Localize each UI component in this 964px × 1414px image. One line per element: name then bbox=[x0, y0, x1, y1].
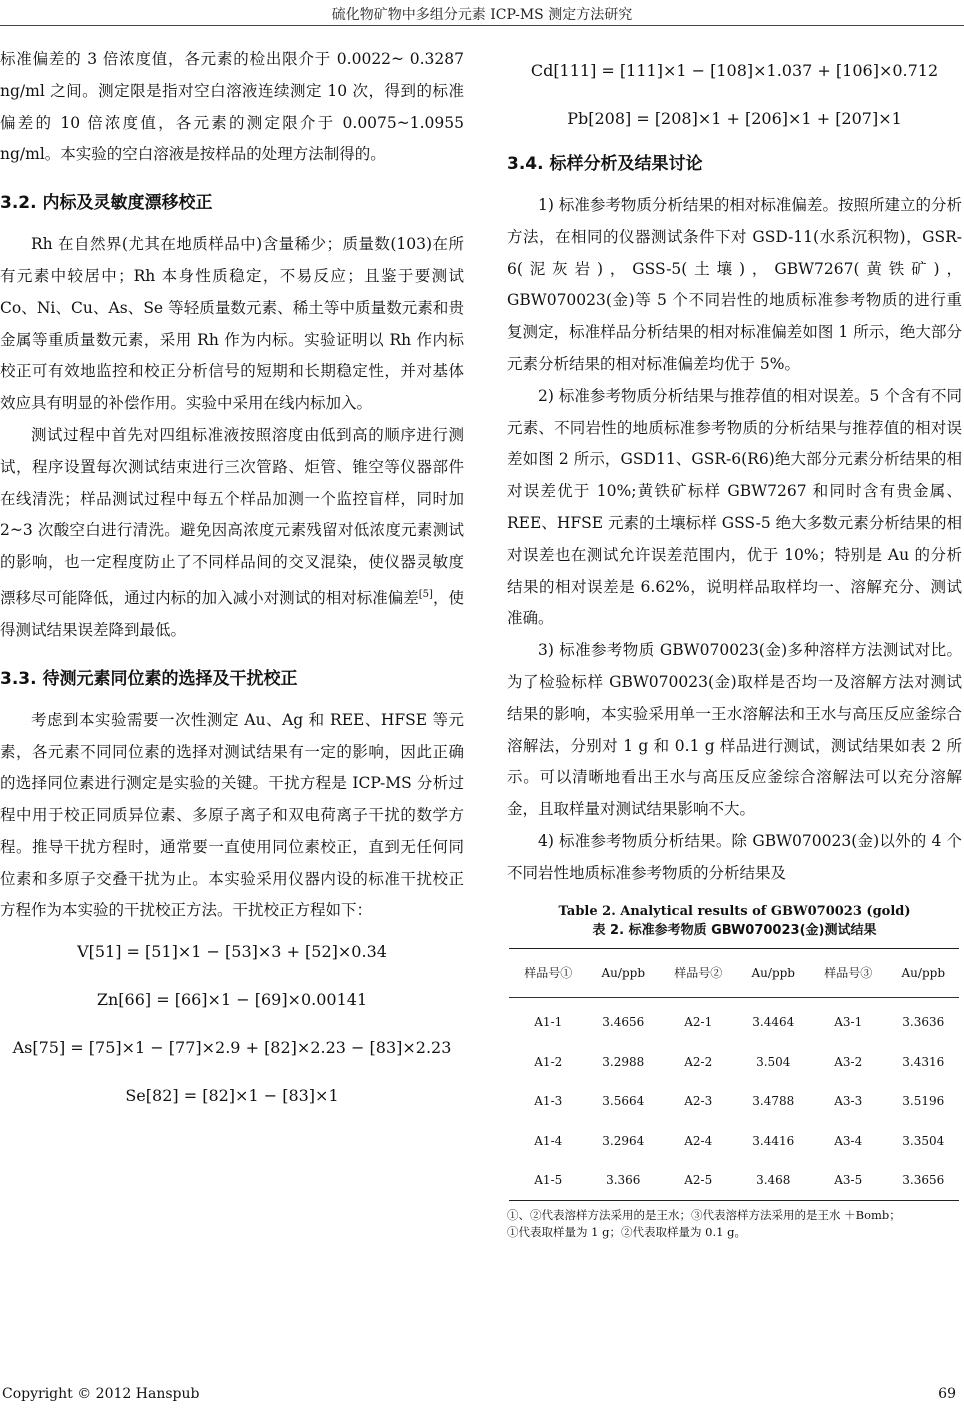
header-sample-1: 样品号① bbox=[509, 948, 588, 997]
header-au-2: Au/ppb bbox=[738, 948, 809, 997]
table-row bbox=[509, 1121, 959, 1161]
equation-pb208: Pb[208] = [208]×1 + [206]×1 + [207]×1 bbox=[567, 109, 902, 128]
table-cell: A2-4 bbox=[684, 1133, 713, 1148]
table-cell: A2-1 bbox=[684, 1015, 713, 1030]
table-cell: A3-5 bbox=[834, 1173, 863, 1188]
equation-as75: As[75] = [75]×1 − [77]×2.9 + [82]×2.23 − [83]×2.23 bbox=[12, 1038, 452, 1058]
table-cell: 3.366 bbox=[606, 1173, 641, 1188]
table-cell: A1-5 bbox=[534, 1173, 563, 1188]
table-cell: 3.4788 bbox=[752, 1094, 795, 1109]
table-cell: A1-2 bbox=[534, 1054, 563, 1069]
paragraph-text-end: ，使得测试结果误差降到最低。 bbox=[0, 589, 464, 639]
table-row bbox=[509, 1042, 959, 1082]
table-cell: 3.5196 bbox=[902, 1094, 945, 1109]
table-cell: 3.4464 bbox=[752, 1015, 795, 1030]
equation-se82: Se[82] = [82]×1 − [83]×1 bbox=[125, 1086, 339, 1106]
table-row bbox=[509, 1082, 959, 1122]
table-cell: 3.468 bbox=[756, 1173, 791, 1188]
paragraph-detection-limit: 标准偏差的 3 倍浓度值，各元素的检出限介于 0.0022~ 0.3287 ng/ml 之间。测定限是指对空白溶液连续测定 10 次，得到的标准偏差的 10 倍浓度值，各元素的测定限介于 0.0075~1.0955 ng/ml。本实验的空白溶液是按样品的处理方法制得的。 bbox=[0, 50, 464, 164]
table-caption-english: Table 2. Analytical results of GBW070023 (gold) bbox=[558, 903, 911, 919]
results-table bbox=[509, 948, 959, 1202]
table-cell: 3.5664 bbox=[602, 1094, 645, 1109]
table-cell: A3-1 bbox=[834, 1015, 863, 1030]
section-heading-3-4: 3.4. 标样分析及结果讨论 bbox=[507, 154, 703, 174]
table-cell: 3.3656 bbox=[902, 1173, 945, 1188]
paragraph-text: 测试过程中首先对四组标准液按照溶度由低到高的顺序进行测试，程序设置每次测试结束进行三次管路、炬管、锥空等仪器部件在线清洗；样品测试过程中每五个样品加测一个监控盲样，同时加 2~3 次酸空白进行清洗。避免因高浓度元素残留对低浓度元素测试的影响，也一定程度防止了不同样品间的交叉混染，使仪器灵敏度漂移尽可能降低，通过内标的加入减小对测试的相对标准偏差 bbox=[0, 425, 464, 608]
header-divider bbox=[0, 25, 964, 26]
paragraph-rsd: 1) 标准参考物质分析结果的相对标准偏差。按照所建立的分析方法，在相同的仪器测试条件下对 GSD-11(水系沉积物)，GSR-6(泥灰岩)，GSS-5(土壤)，GBW7267(黄铁矿)，GBW070023(金)等 5 个不同岩性的地质标准参考物质的进行重复测定，标准样品分析结果的相对标准偏差如图 1 所示，绝大部分元素分析结果的相对标准偏差均优于 5%。 bbox=[507, 196, 962, 373]
header-sample-2: 样品号② bbox=[659, 948, 738, 997]
equation-zn66: Zn[66] = [66]×1 − [69]×0.00141 bbox=[96, 990, 368, 1010]
right-column bbox=[507, 44, 962, 1241]
footer-page-number: 69 bbox=[938, 1386, 956, 1402]
equation-v51: V[51] = [51]×1 − [53]×3 + [52]×0.34 bbox=[77, 942, 387, 962]
paragraph-dissolution-comparison: 3) 标准参考物质 GBW070023(金)多种溶样方法测试对比。为了检验标样 GBW070023(金)取样是否均一及溶解方法对测试结果的影响，本实验采用单一王水溶解法和王水与高压反应釜综合溶解法，分别对 1 g 和 0.1 g 样品进行测试，测试结果如表 2 所示。可以清晰地看出王水与高压反应釜综合溶解法可以充分溶解金，且取样量对测试结果影响不大。 bbox=[507, 641, 962, 819]
paragraph-analysis-results: 4) 标准参考物质分析结果。除 GBW070023(金)以外的 4 个不同岩性地质标准参考物质的分析结果及 bbox=[507, 831, 962, 882]
paragraph-relative-error: 2) 标准参考物质分析结果与推荐值的相对误差。5 个含有不同元素、不同岩性的地质标准参考物质的分析结果与推荐值的相对误差如图 2 所示，GSD11、GSR-6(R6)绝大部分元素分析结果的相对误差优于 10%;黄铁矿标样 GBW7267 和同时含有贵金属、REE、HFSE 元素的土壤标样 GSS-5 绝大多数元素分析结果的相对误差也在测试允许误差范围内，优于 10%；特别是 Au 的分析结果的相对误差是 6.62%，说明样品取样均一、溶解充分、测试准确。 bbox=[507, 386, 962, 628]
table-note-method: ①、②代表溶样方法采用的是王水；③代表溶样方法采用的是王水 ＋Bomb； bbox=[507, 1208, 901, 1223]
table-cell: A2-2 bbox=[684, 1054, 713, 1069]
table-cell: A2-5 bbox=[684, 1173, 713, 1188]
table-cell: 3.4316 bbox=[902, 1054, 945, 1069]
running-header: 硫化物矿物中多组分元素 ICP-MS 测定方法研究 bbox=[331, 7, 633, 23]
paragraph-internal-standard: Rh 在自然界(尤其在地质样品中)含量稀少；质量数(103)在所有元素中较居中；Rh 本身性质稳定，不易反应；且鉴于要测试 Co、Ni、Cu、As、Se 等轻质量数元素、稀土等中质量数元素和贵金属等重质量数元素，采用 Rh 作为内标。实验证明以 Rh 作内标校正可有效地监控和校正分析信号的短期和长期稳定性，并对基体效应具有明显的补偿作用。实验中采用在线内标加入。 bbox=[0, 235, 464, 413]
table-cell: A3-3 bbox=[834, 1094, 863, 1109]
table-cell: 3.504 bbox=[756, 1054, 791, 1069]
table-cell: A1-4 bbox=[534, 1133, 563, 1148]
header-au-1: Au/ppb bbox=[588, 948, 659, 997]
paragraph-isotope-selection: 考虑到本实验需要一次性测定 Au、Ag 和 REE、HFSE 等元素，各元素不同同位素的选择对测试结果有一定的影响，因此正确的选择同位素进行测定是实验的关键。干扰方程是 ICP-MS 分析过程中用于校正同质异位素、多原子离子和双电荷离子干扰的数学方程。推导干扰方程时，通常要一直使用同位素校正，直到无任何同位素和多原子交叠干扰为止。本实验采用仪器内设的标准干扰校正方程作为本实验的干扰校正方法。干扰校正方程如下： bbox=[0, 710, 464, 920]
table-cell: 3.4416 bbox=[752, 1133, 795, 1148]
table-cell: A2-3 bbox=[684, 1094, 713, 1109]
table-cell: A1-3 bbox=[534, 1094, 563, 1109]
left-column bbox=[0, 44, 464, 1107]
table-cell: 3.2964 bbox=[602, 1133, 645, 1148]
table-note-sample-size: ①代表取样量为 1 g；②代表取样量为 0.1 g。 bbox=[507, 1225, 746, 1240]
paragraph-drift-correction bbox=[0, 420, 464, 647]
footer-copyright: Copyright © 2012 Hanspub bbox=[2, 1386, 200, 1402]
table-cell: 3.3504 bbox=[902, 1133, 945, 1148]
table-cell: 3.3636 bbox=[902, 1015, 945, 1030]
citation-ref[interactable]: [5] bbox=[418, 588, 433, 600]
table-caption-chinese: 表 2. 标准参考物质 GBW070023(金)测试结果 bbox=[592, 922, 877, 938]
table-cell: A3-4 bbox=[834, 1133, 863, 1148]
equation-cd111: Cd[111] = [111]×1 − [108]×1.037 + [106]×0.712 bbox=[530, 61, 939, 80]
table-header-row bbox=[509, 948, 959, 997]
header-sample-3: 样品号③ bbox=[809, 948, 888, 997]
section-heading-3-2: 3.2. 内标及灵敏度漂移校正 bbox=[0, 193, 213, 214]
section-heading-3-3: 3.3. 待测元素同位素的选择及干扰校正 bbox=[0, 668, 298, 689]
table-cell: 3.4656 bbox=[602, 1015, 645, 1030]
header-au-3: Au/ppb bbox=[888, 948, 959, 997]
table-row bbox=[509, 1161, 959, 1201]
table-cell: A3-2 bbox=[834, 1054, 863, 1069]
table-row bbox=[509, 997, 959, 1042]
table-cell: 3.2988 bbox=[602, 1054, 645, 1069]
table-cell: A1-1 bbox=[534, 1015, 563, 1030]
